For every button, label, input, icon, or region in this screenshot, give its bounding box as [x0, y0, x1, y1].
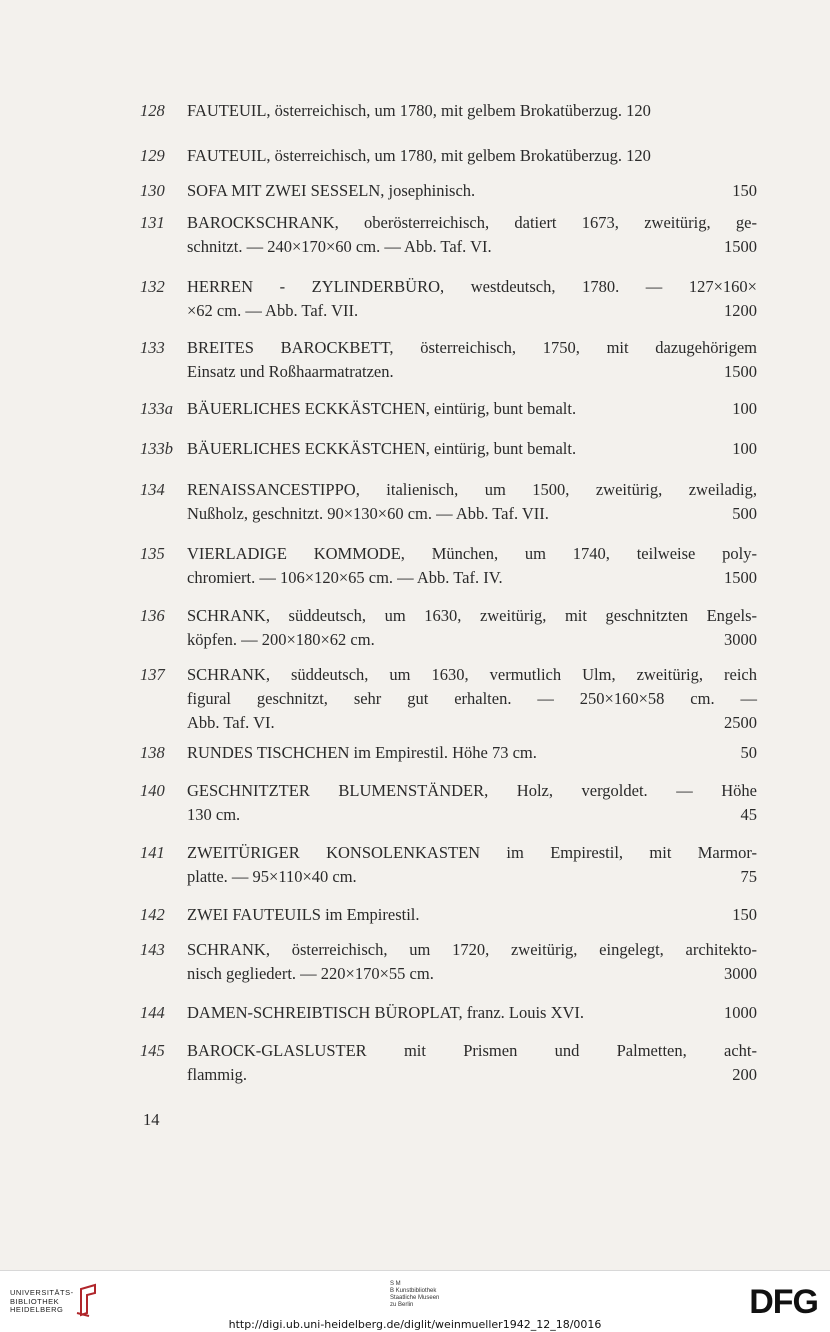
entry-number: 142 — [140, 905, 165, 924]
entry-text-line: DAMEN-SCHREIBTISCH BÜROPLAT, franz. Louis XVI. — [187, 1003, 585, 1022]
entry-text-line: SCHRANK, süddeutsch, um 1630, vermutlich Ulm, zweitürig, reich — [187, 665, 757, 684]
viewer-footer — [0, 1270, 830, 1332]
entry-number: 143 — [140, 940, 165, 959]
entry-text-line: schnitzt. — 240×170×60 cm. — Abb. Taf. VI. — [187, 237, 492, 256]
entry-price: 3000 — [724, 964, 757, 983]
entry-price: 150 — [732, 181, 757, 200]
entry-text-line: Abb. Taf. VI. — [187, 713, 275, 732]
entry-number: 138 — [140, 743, 165, 762]
entry-number: 140 — [140, 781, 165, 800]
entry-text-line: ZWEITÜRIGER KONSOLENKASTEN im Empirestil, mit Marmor- — [187, 843, 757, 862]
entry-text-line: BÄUERLICHES ECKKÄSTCHEN, eintürig, bunt bemalt. — [187, 439, 577, 458]
entry-number: 131 — [140, 213, 165, 232]
entry-price: 1500 — [724, 362, 757, 381]
entry-number: 133a — [140, 399, 173, 418]
source-url[interactable]: http://digi.ub.uni-heidelberg.de/diglit/weinmueller1942_12_18/0016 — [228, 1318, 602, 1331]
entry-number: 130 — [140, 181, 165, 200]
entry-price: 3000 — [724, 630, 757, 649]
entry-price: 1500 — [724, 568, 757, 587]
entry-number: 128 — [140, 101, 165, 120]
entry-text-line: köpfen. — 200×180×62 cm. — [187, 630, 375, 649]
entry-price: 100 — [732, 399, 757, 418]
entry-text-line: RUNDES TISCHCHEN im Empirestil. Höhe 73 cm. — [187, 743, 537, 762]
library-name-line: HEIDELBERG — [10, 1305, 64, 1314]
entry-number: 133b — [140, 439, 173, 458]
entry-text-line: SOFA MIT ZWEI SESSELN, josephinisch. — [187, 181, 476, 200]
entry-text-line: 130 cm. — [187, 805, 241, 824]
library-logo-icon — [75, 1283, 99, 1317]
entry-text-line: Nußholz, geschnitzt. 90×130×60 cm. — Abb. Taf. VII. — [187, 504, 549, 523]
page-number: 14 — [143, 1110, 160, 1129]
entry-price: 45 — [740, 805, 757, 824]
entry-text-line: ZWEI FAUTEUILS im Empirestil. — [187, 905, 420, 924]
entry-number: 144 — [140, 1003, 165, 1022]
entry-text-line: figural geschnitzt, sehr gut erhalten. — 250×160×58 cm. — — [187, 689, 757, 708]
entry-text-line: GESCHNITZTER BLUMENSTÄNDER, Holz, vergoldet. — Höhe — [187, 781, 757, 800]
entry-price: 500 — [732, 504, 757, 523]
entry-text-line: nisch gegliedert. — 220×170×55 cm. — [187, 964, 434, 983]
entry-price: 75 — [740, 867, 757, 886]
entry-number: 129 — [140, 146, 165, 165]
entry-text-line: SCHRANK, süddeutsch, um 1630, zweitürig, mit geschnitzten Engels- — [187, 606, 757, 625]
entry-price: 1200 — [724, 301, 757, 320]
entry-text-line: SCHRANK, österreichisch, um 1720, zweitürig, eingelegt, architekto- — [187, 940, 757, 959]
entry-text-line: FAUTEUIL, österreichisch, um 1780, mit gelbem Brokatüberzug. 120 — [187, 146, 651, 165]
entry-price: 2500 — [724, 713, 757, 732]
entry-price: 50 — [740, 743, 757, 762]
entry-text-line: ×62 cm. — Abb. Taf. VII. — [187, 301, 359, 320]
library-name-line: BIBLIOTHEK — [10, 1296, 60, 1306]
entry-text-line: HERREN - ZYLINDERBÜRO, westdeutsch, 1780. — 127×160× — [187, 277, 757, 296]
entry-text-line: BÄUERLICHES ECKKÄSTCHEN, eintürig, bunt bemalt. — [187, 399, 577, 418]
dfg-logo: DFG — [749, 1283, 818, 1321]
entry-price: 1500 — [724, 237, 757, 256]
entry-text-line: BREITES BAROCKBETT, österreichisch, 1750, mit dazugehörigem — [187, 338, 757, 357]
entry-number: 133 — [140, 338, 165, 357]
library-name-line: UNIVERSITÄTS- — [10, 1288, 74, 1297]
entry-number: 141 — [140, 843, 165, 862]
entry-number: 132 — [140, 277, 165, 296]
museum-stamp-line: S M — [390, 1281, 401, 1287]
entry-text-line: platte. — 95×110×40 cm. — [187, 867, 357, 886]
entry-price: 200 — [732, 1065, 757, 1084]
museum-stamp-line: zu Berlin — [390, 1302, 414, 1308]
museum-stamp-line: Staatliche Museen — [390, 1295, 440, 1301]
entry-number: 136 — [140, 606, 165, 625]
museum-stamp-line: B Kunstbibliothek — [390, 1288, 437, 1294]
entry-number: 134 — [140, 480, 165, 499]
entry-number: 145 — [140, 1041, 165, 1060]
entry-text-line: chromiert. — 106×120×65 cm. — Abb. Taf. IV. — [187, 568, 503, 587]
entry-price: 100 — [732, 439, 757, 458]
entry-text-line: FAUTEUIL, österreichisch, um 1780, mit gelbem Brokatüberzug. 120 — [187, 101, 651, 120]
entry-text-line: RENAISSANCESTIPPO, italienisch, um 1500, zweitürig, zweiladig, — [187, 480, 757, 499]
museum-stamp — [390, 1281, 439, 1309]
library-name — [10, 1289, 74, 1315]
entry-price: 150 — [732, 905, 757, 924]
entry-text-line: VIERLADIGE KOMMODE, München, um 1740, teilweise poly- — [187, 544, 757, 563]
entry-text-line: flammig. — [187, 1065, 248, 1084]
entry-text-line: BAROCKSCHRANK, oberösterreichisch, datiert 1673, zweitürig, ge- — [187, 213, 757, 232]
entry-number: 137 — [140, 665, 165, 684]
entry-text-line: Einsatz und Roßhaarmatratzen. — [187, 362, 394, 381]
entry-text-line: BAROCK-GLASLUSTER mit Prismen und Palmetten, acht- — [187, 1041, 757, 1060]
entry-number: 135 — [140, 544, 165, 563]
entry-price: 1000 — [724, 1003, 757, 1022]
